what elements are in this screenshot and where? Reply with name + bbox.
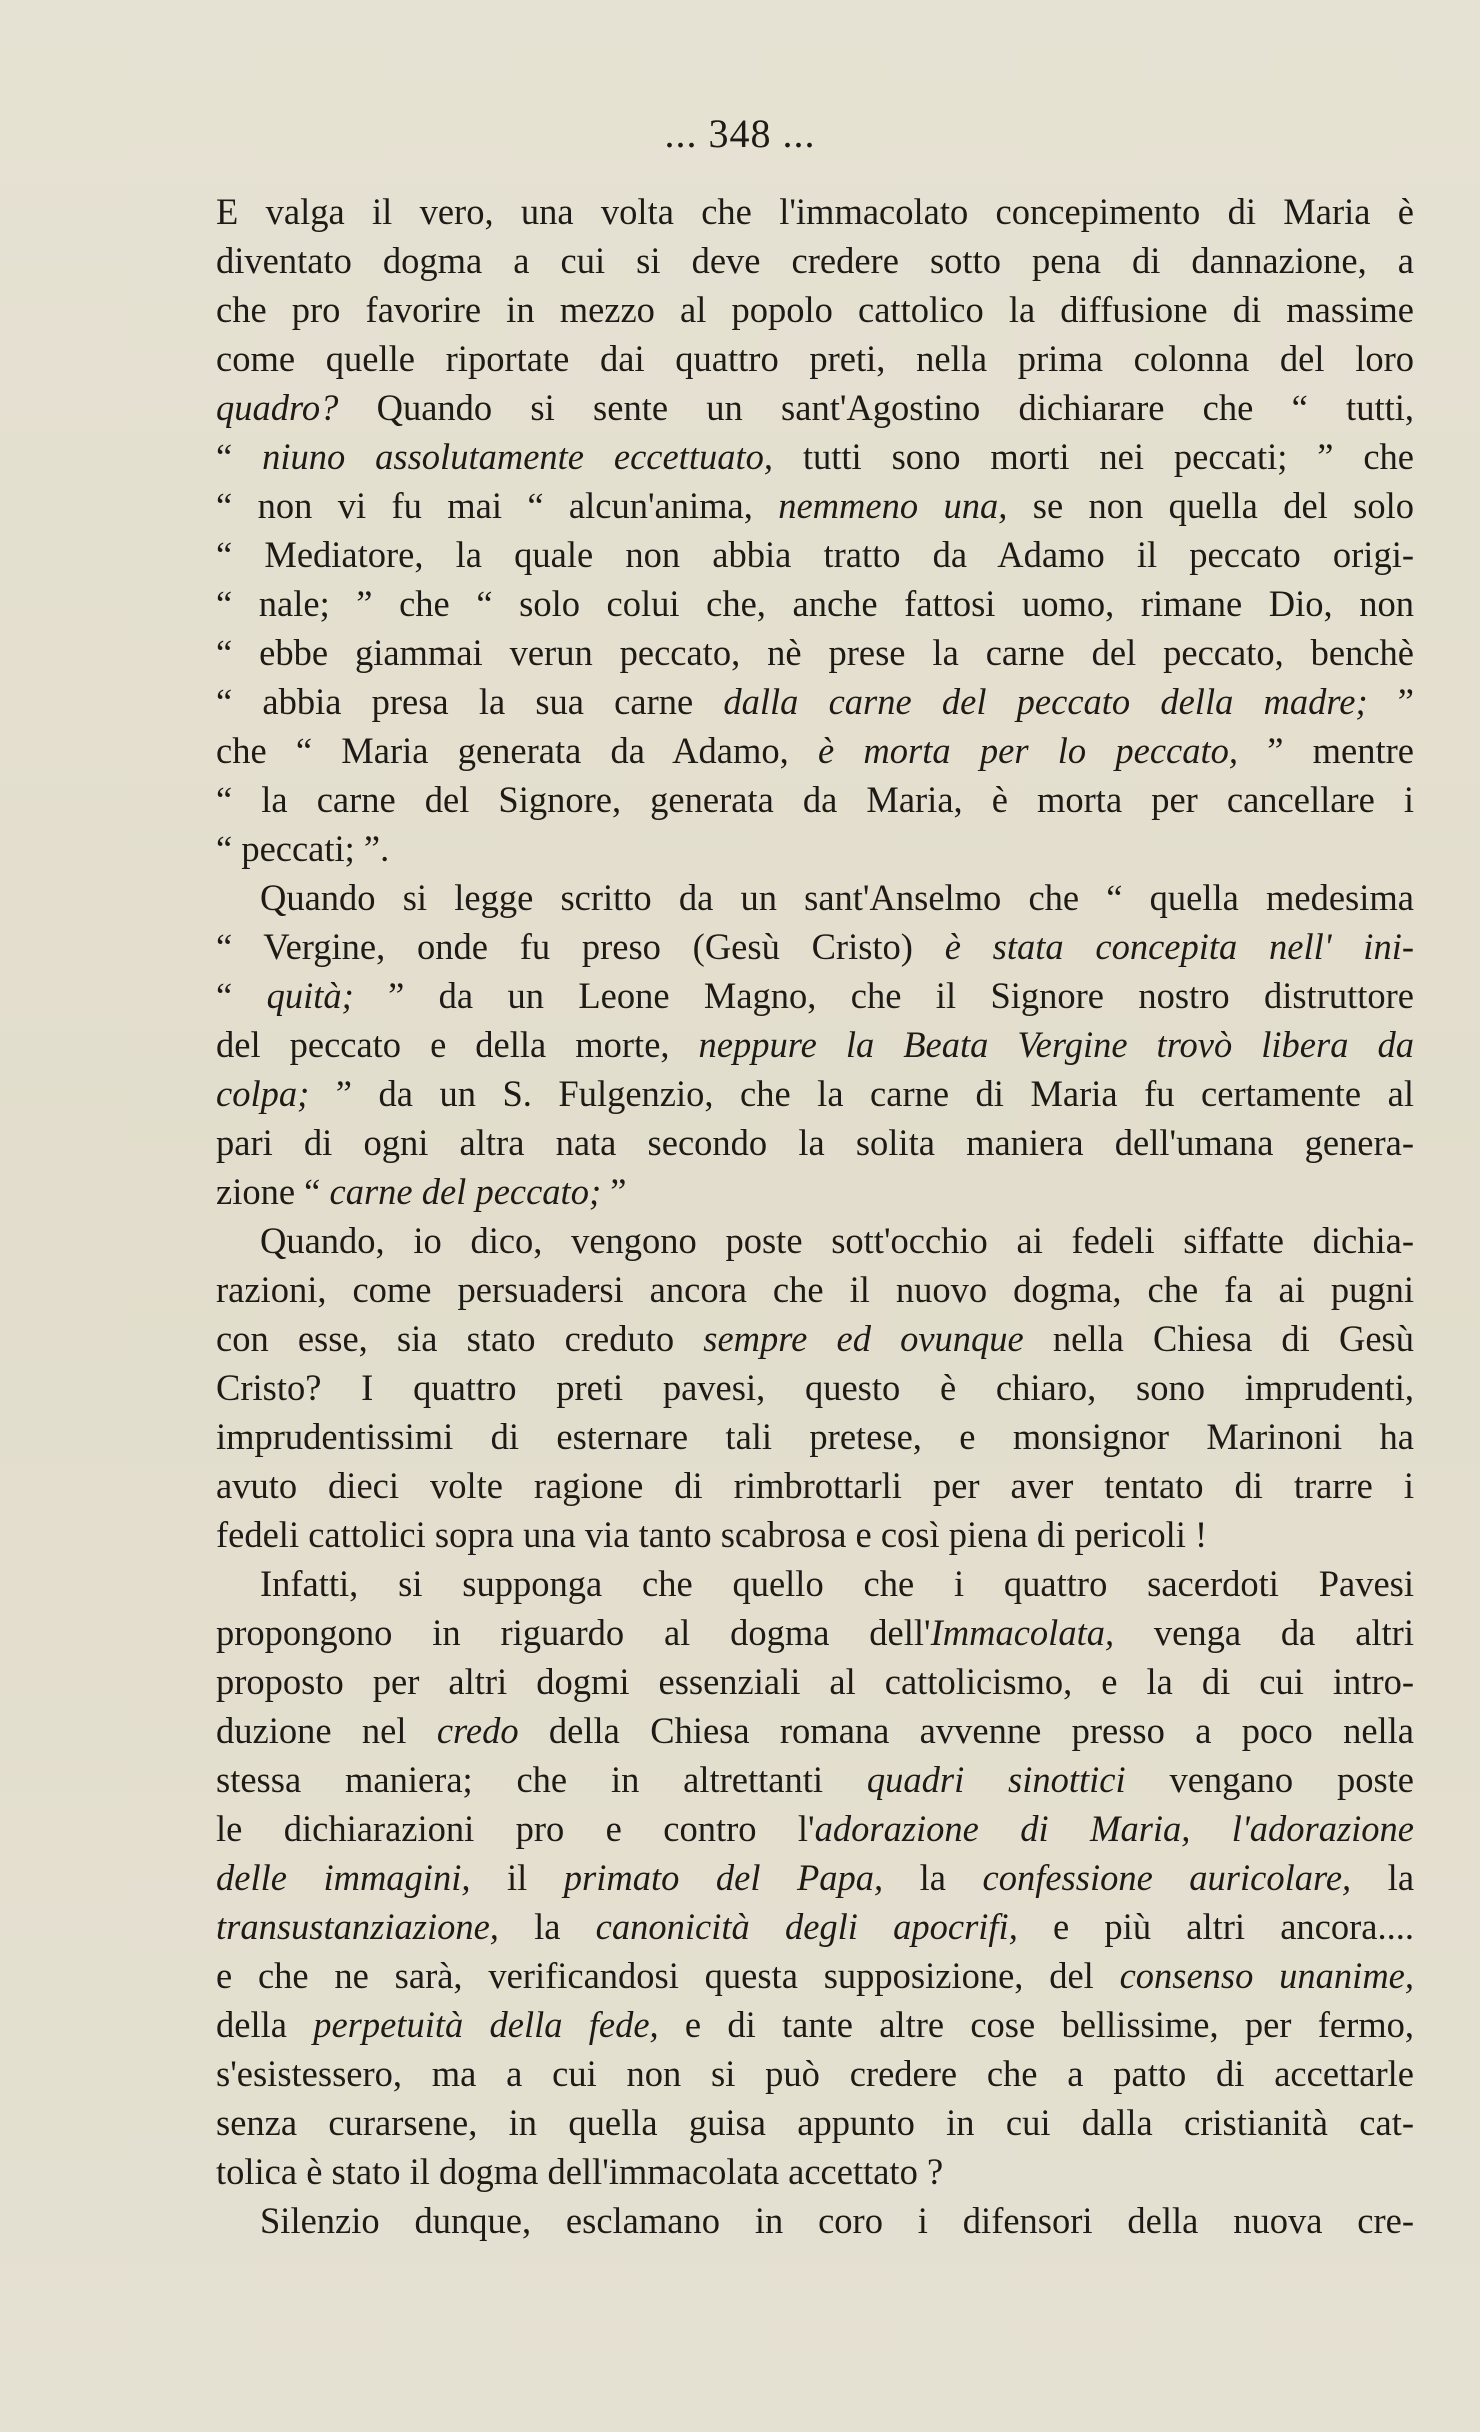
- text-segment: e più altri ancora....: [1017, 1906, 1414, 1947]
- text-line: [216, 1216, 1414, 1265]
- text-line: [216, 1853, 1414, 1902]
- text-segment: che pro favorire in mezzo al popolo cattolico la diffusione di massime: [216, 289, 1414, 330]
- text-line: [216, 1363, 1414, 1412]
- text-line: [216, 2196, 1414, 2245]
- text-segment: vengano poste: [1125, 1759, 1414, 1800]
- text-segment: “ abbia presa la sua carne: [216, 681, 724, 722]
- text-line: [216, 1461, 1414, 1510]
- text-segment: “: [216, 975, 267, 1016]
- italic-segment: canonicità degli apocrifi,: [595, 1906, 1018, 1947]
- text-segment: “ Mediatore, la quale non abbia tratto da Adamo il peccato origi-: [216, 534, 1414, 575]
- text-segment: imprudentissimi di esternare tali pretese, e monsignor Marinoni ha: [216, 1416, 1414, 1457]
- text-line: [216, 1657, 1414, 1706]
- text-segment: diventato dogma a cui si deve credere sotto pena di dannazione, a: [216, 240, 1414, 281]
- text-segment: Quando si sente un sant'Agostino dichiarare che “ tutti,: [338, 387, 1414, 428]
- text-segment: proposto per altri dogmi essenziali al cattolicismo, e la di cui intro-: [216, 1661, 1414, 1702]
- text-segment: senza curarsene, in quella guisa appunto in cui dalla cristianità cat-: [216, 2102, 1414, 2143]
- text-line: [216, 1412, 1414, 1461]
- text-segment: Infatti, si supponga che quello che i quattro sacerdoti Pavesi: [260, 1563, 1414, 1604]
- text-segment: e di tante altre cose bellissime, per fermo,: [658, 2004, 1414, 2045]
- text-segment: le dichiarazioni pro e contro l': [216, 1808, 815, 1849]
- text-line: [216, 187, 1414, 236]
- text-segment: s'esistessero, ma a cui non si può credere che a patto di accettarle: [216, 2053, 1414, 2094]
- text-segment: E valga il vero, una volta che l'immacolato concepimento di Maria è: [216, 191, 1414, 232]
- text-line: [216, 873, 1414, 922]
- text-segment: duzione nel: [216, 1710, 437, 1751]
- text-line: [216, 922, 1414, 971]
- text-line: [216, 1020, 1414, 1069]
- text-line: [216, 2000, 1414, 2049]
- text-segment: tutti sono morti nei peccati; ” che: [772, 436, 1415, 477]
- text-segment: come quelle riportate dai quattro preti, nella prima colonna del loro: [216, 338, 1414, 379]
- text-line: [216, 530, 1414, 579]
- text-line: [216, 1167, 1414, 1216]
- text-segment: tolica è stato il dogma dell'immacolata accettato ?: [216, 2151, 944, 2192]
- text-segment: Quando si legge scritto da un sant'Anselmo che “ quella medesima: [260, 877, 1414, 918]
- text-segment: razioni, come persuadersi ancora che il nuovo dogma, che fa ai pugni: [216, 1269, 1414, 1310]
- text-segment: “: [216, 436, 263, 477]
- italic-segment: consenso unanime,: [1119, 1955, 1414, 1996]
- italic-segment: nemmeno una,: [778, 485, 1008, 526]
- italic-segment: colpa;: [216, 1073, 310, 1114]
- text-segment: avuto dieci volte ragione di rimbrottarli per aver tentato di trarre i: [216, 1465, 1414, 1506]
- italic-segment: confessione auricolare,: [982, 1857, 1352, 1898]
- text-segment: ” mentre: [1237, 730, 1414, 771]
- text-segment: del peccato e della morte,: [216, 1024, 699, 1065]
- text-line: [216, 2098, 1414, 2147]
- text-segment: nella Chiesa di Gesù: [1023, 1318, 1414, 1359]
- italic-segment: credo: [436, 1710, 519, 1751]
- text-segment: pari di ogni altra nata secondo la solita maniera dell'umana genera-: [216, 1122, 1414, 1163]
- text-line: [216, 824, 1414, 873]
- italic-segment: transustanziazione,: [216, 1906, 499, 1947]
- text-segment: “ la carne del Signore, generata da Maria, è morta per cancellare i: [216, 779, 1414, 820]
- text-line: [216, 236, 1414, 285]
- text-segment: Cristo? I quattro preti pavesi, questo è chiaro, sono imprudenti,: [216, 1367, 1414, 1408]
- italic-segment: quadro?: [216, 387, 339, 428]
- text-line: [216, 971, 1414, 1020]
- text-line: [216, 628, 1414, 677]
- text-segment: con esse, sia stato creduto: [216, 1318, 704, 1359]
- text-line: [216, 1608, 1414, 1657]
- text-line: [216, 579, 1414, 628]
- text-segment: il: [470, 1857, 564, 1898]
- text-line: [216, 677, 1414, 726]
- text-segment: ”: [601, 1171, 627, 1212]
- italic-segment: niuno assolutamente eccettuato,: [262, 436, 773, 477]
- italic-segment: carne del peccato;: [329, 1171, 602, 1212]
- italic-segment: perpetuità della fede,: [313, 2004, 659, 2045]
- text-segment: la: [498, 1906, 596, 1947]
- italic-segment: è stata concepita nell' ini-: [944, 926, 1414, 967]
- text-segment: della: [216, 2004, 314, 2045]
- text-segment: la: [883, 1857, 983, 1898]
- text-segment: della Chiesa romana avvenne presso a poco nella: [518, 1710, 1415, 1751]
- text-line: [216, 1265, 1414, 1314]
- text-line: [216, 2049, 1414, 2098]
- text-line: [216, 1804, 1414, 1853]
- text-line: [216, 1902, 1414, 1951]
- text-line: [216, 726, 1414, 775]
- text-segment: ” da un S. Fulgenzio, che la carne di Maria fu certamente al: [309, 1073, 1414, 1114]
- text-line: [216, 432, 1414, 481]
- text-segment: “ peccati; ”.: [216, 828, 390, 869]
- text-line: [216, 1755, 1414, 1804]
- text-line: [216, 775, 1414, 824]
- text-segment: propongono in riguardo al dogma dell': [216, 1612, 931, 1653]
- text-segment: “ non vi fu mai “ alcun'anima,: [216, 485, 779, 526]
- text-line: [216, 1951, 1414, 2000]
- text-segment: se non quella del solo: [1007, 485, 1415, 526]
- text-segment: la: [1351, 1857, 1415, 1898]
- text-line: [216, 1314, 1414, 1363]
- italic-segment: primato del Papa,: [563, 1857, 884, 1898]
- text-line: [216, 285, 1414, 334]
- text-line: [216, 1559, 1414, 1608]
- text-line: [216, 334, 1414, 383]
- text-segment: “ nale; ” che “ solo colui che, anche fattosi uomo, rimane Dio, non: [216, 583, 1414, 624]
- text-line: [216, 1510, 1414, 1559]
- text-segment: stessa maniera; che in altrettanti: [216, 1759, 867, 1800]
- italic-segment: neppure la Beata Vergine trovò libera da: [698, 1024, 1414, 1065]
- italic-segment: Immacolata,: [930, 1612, 1115, 1653]
- text-segment: ”: [1367, 681, 1414, 722]
- italic-segment: è morta per lo peccato,: [818, 730, 1238, 771]
- text-line: [216, 1706, 1414, 1755]
- italic-segment: quadri sinottici: [866, 1759, 1126, 1800]
- italic-segment: delle immagini,: [216, 1857, 471, 1898]
- italic-segment: quità;: [266, 975, 354, 1016]
- text-segment: “ Vergine, onde fu preso (Gesù Cristo): [216, 926, 945, 967]
- text-segment: fedeli cattolici sopra una via tanto scabrosa e così piena di pericoli !: [216, 1514, 1208, 1555]
- italic-segment: dalla carne del peccato della madre;: [723, 681, 1368, 722]
- text-segment: zione “: [216, 1171, 330, 1212]
- text-segment: ” da un Leone Magno, che il Signore nostro distruttore: [353, 975, 1414, 1016]
- text-segment: venga da altri: [1114, 1612, 1414, 1653]
- text-line: [216, 383, 1414, 432]
- text-line: [216, 1118, 1414, 1167]
- text-segment: e che ne sarà, verificandosi questa supposizione, del: [216, 1955, 1120, 1996]
- italic-segment: sempre ed ovunque: [703, 1318, 1024, 1359]
- text-line: [216, 2147, 1414, 2196]
- text-line: [216, 481, 1414, 530]
- text-segment: che “ Maria generata da Adamo,: [216, 730, 818, 771]
- text-segment: Silenzio dunque, esclamano in coro i difensori della nuova cre-: [260, 2200, 1414, 2241]
- page-number: ... 348 ...: [664, 111, 816, 156]
- text-line: [216, 1069, 1414, 1118]
- body-text: [216, 187, 1414, 2245]
- text-segment: Quando, io dico, vengono poste sott'occhio ai fedeli siffatte dichia-: [260, 1220, 1414, 1261]
- text-segment: “ ebbe giammai verun peccato, nè prese la carne del peccato, benchè: [216, 632, 1414, 673]
- italic-segment: adorazione di Maria, l'adorazione: [814, 1808, 1414, 1849]
